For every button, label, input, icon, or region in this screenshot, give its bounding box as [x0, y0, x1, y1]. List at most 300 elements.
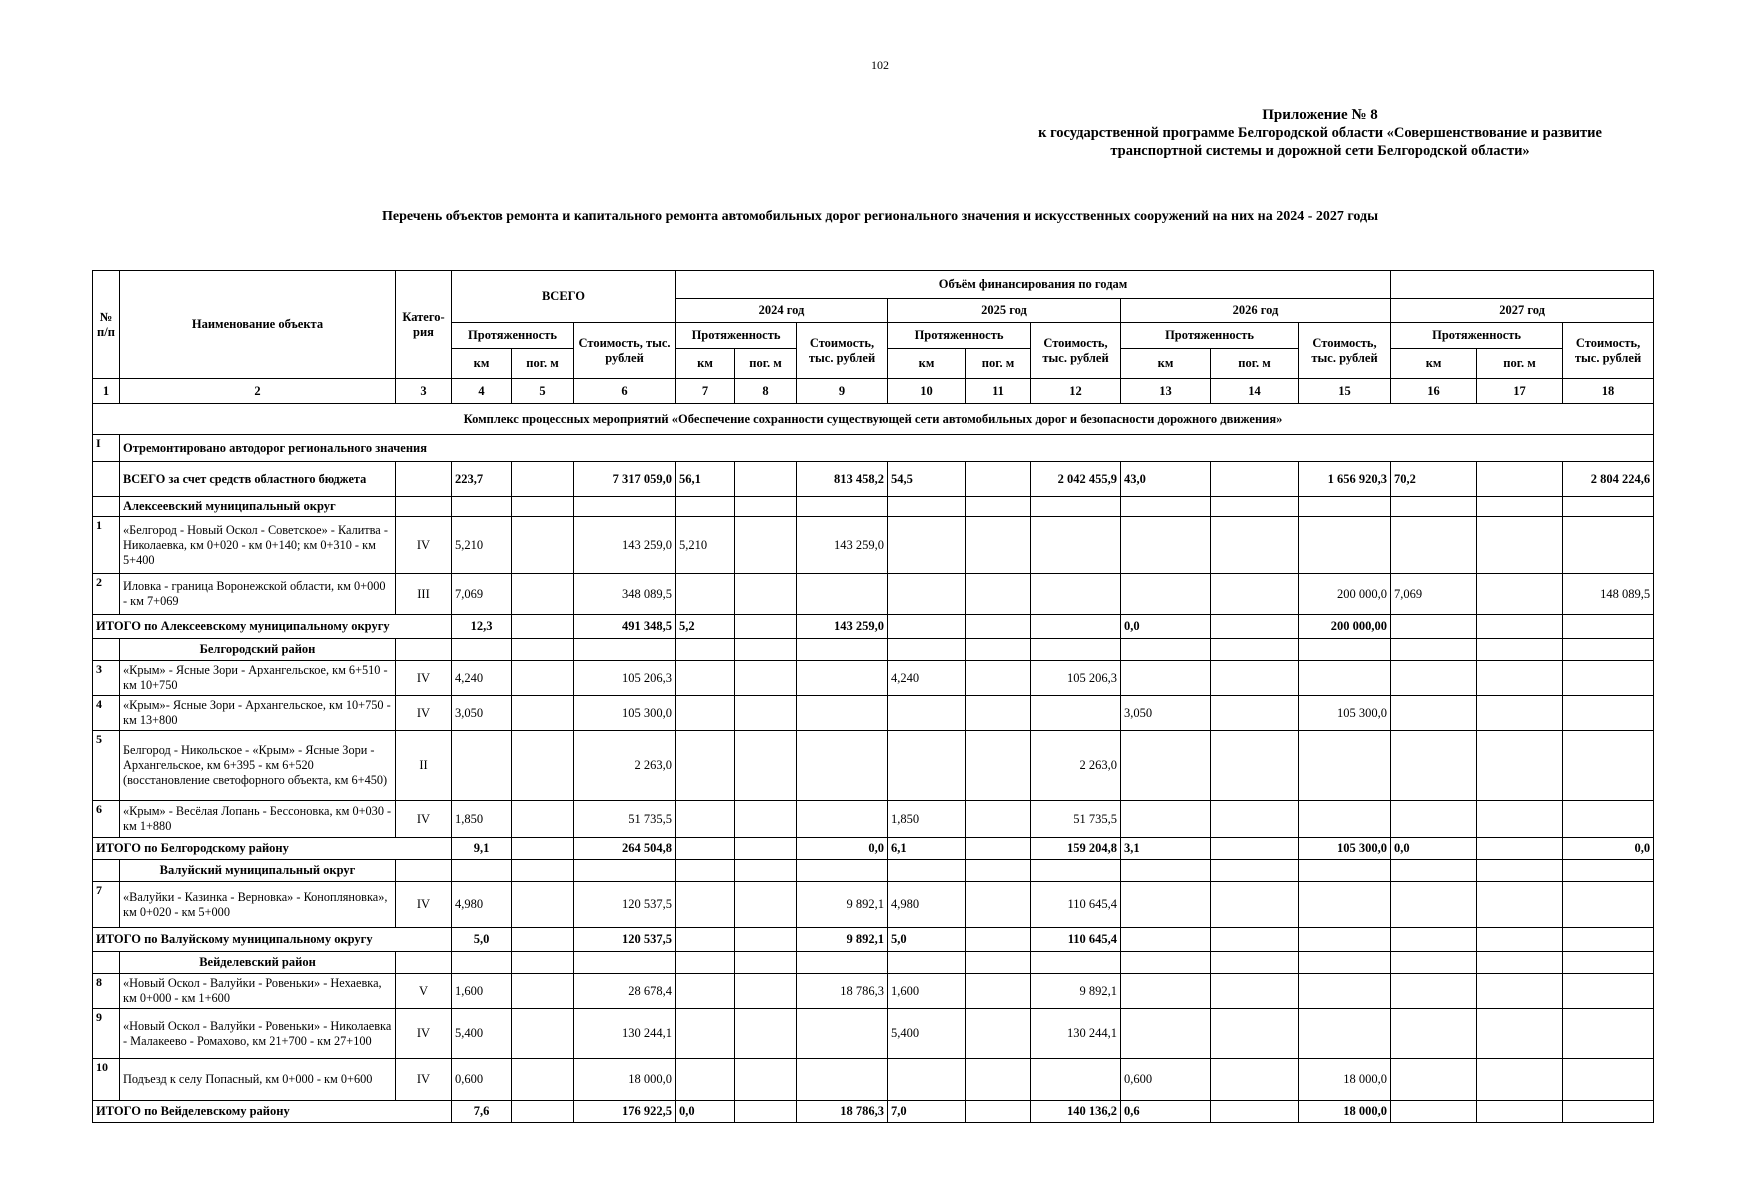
- grand-total-2024-cost: 813 458,2: [797, 462, 888, 497]
- header-cost: Стоимость, тыс. рублей: [1031, 323, 1121, 379]
- cell-empty: [1299, 860, 1391, 882]
- object-2024-cost: 143 259,0: [797, 517, 888, 574]
- object-name: Подъезд к селу Попасный, км 0+000 - км 0+600: [120, 1059, 396, 1101]
- subtotal-2025-km: [888, 615, 966, 639]
- object-2026-cost: [1299, 661, 1391, 696]
- appendix-header: [1000, 106, 1640, 160]
- cell-empty: [676, 497, 735, 517]
- header-pog-m: пог. м: [512, 349, 574, 379]
- section-i-row: [93, 435, 1654, 462]
- cell-empty: [512, 731, 574, 801]
- cell-empty: [93, 639, 120, 661]
- object-2026-cost: [1299, 1009, 1391, 1059]
- object-category: IV: [396, 801, 452, 838]
- cell-empty: [966, 882, 1031, 928]
- cell-empty: [735, 974, 797, 1009]
- object-2026-cost: [1299, 731, 1391, 801]
- subtotal-2024-km: [676, 928, 735, 952]
- header-pog-m: пог. м: [1477, 349, 1563, 379]
- object-2027-cost: 148 089,5: [1563, 574, 1654, 615]
- header-cost: Стоимость, тыс. рублей: [1299, 323, 1391, 379]
- object-2025-cost: 2 263,0: [1031, 731, 1121, 801]
- subtotal-2026-cost: 18 000,0: [1299, 1101, 1391, 1123]
- object-2024-cost: [797, 1059, 888, 1101]
- header-total: ВСЕГО: [452, 271, 676, 323]
- subtotal-2024-cost: 0,0: [797, 838, 888, 860]
- cell-empty: [1211, 661, 1299, 696]
- subtotal-2024-km: 5,2: [676, 615, 735, 639]
- cell-empty: [735, 462, 797, 497]
- cell-empty: [966, 574, 1031, 615]
- cell-empty: [966, 801, 1031, 838]
- column-number: 6: [574, 379, 676, 404]
- object-2026-km: 3,050: [1121, 696, 1211, 731]
- subtotal-km: 9,1: [452, 838, 512, 860]
- cell-empty: [1477, 661, 1563, 696]
- grand-total-km: 223,7: [452, 462, 512, 497]
- object-row: [93, 801, 1654, 838]
- cell-empty: [1477, 696, 1563, 731]
- object-2025-cost: [1031, 574, 1121, 615]
- header-length: Протяженность: [452, 323, 574, 349]
- subtotal-2024-cost: 143 259,0: [797, 615, 888, 639]
- cell-empty: [676, 639, 735, 661]
- column-number: 7: [676, 379, 735, 404]
- column-number: 3: [396, 379, 452, 404]
- cell-empty: [966, 860, 1031, 882]
- subtotal-2027-km: [1391, 615, 1477, 639]
- object-category: III: [396, 574, 452, 615]
- object-2027-cost: [1563, 1059, 1654, 1101]
- cell-empty: [966, 615, 1031, 639]
- cell-empty: [452, 952, 512, 974]
- appendix-line-1: к государственной программе Белгородской области «Совершенствование и развитие: [1038, 125, 1602, 141]
- header-year-2027: 2027 год: [1391, 299, 1654, 323]
- cell-empty: [512, 801, 574, 838]
- cell-empty: [512, 1101, 574, 1123]
- cell-empty: [1211, 462, 1299, 497]
- object-2027-km: [1391, 731, 1477, 801]
- cell-empty: [512, 462, 574, 497]
- object-2026-km: [1121, 882, 1211, 928]
- cell-empty: [735, 574, 797, 615]
- complex-row: [93, 404, 1654, 435]
- cell-empty: [512, 661, 574, 696]
- cell-empty: [966, 462, 1031, 497]
- object-2025-cost: [1031, 1059, 1121, 1101]
- subtotal-2024-cost: 18 786,3: [797, 1101, 888, 1123]
- district-name: Вейделевский район: [120, 952, 396, 974]
- subtotal-2026-cost: [1299, 928, 1391, 952]
- object-2026-km: [1121, 661, 1211, 696]
- object-2025-cost: 51 735,5: [1031, 801, 1121, 838]
- grand-total-2025-km: 54,5: [888, 462, 966, 497]
- object-name: «Новый Оскол - Валуйки - Ровеньки» - Нехаевка, км 0+000 - км 1+600: [120, 974, 396, 1009]
- object-2026-cost: [1299, 974, 1391, 1009]
- header-cost: Стоимость, тыс. рублей: [1563, 323, 1654, 379]
- cell-empty: [1211, 928, 1299, 952]
- subtotal-km: 12,3: [452, 615, 512, 639]
- column-number: 15: [1299, 379, 1391, 404]
- column-number: 2: [120, 379, 396, 404]
- cell-empty: [512, 882, 574, 928]
- column-number: 4: [452, 379, 512, 404]
- object-2027-km: 7,069: [1391, 574, 1477, 615]
- object-2026-km: [1121, 517, 1211, 574]
- subtotal-row: [93, 615, 1654, 639]
- cell-empty: [1211, 952, 1299, 974]
- object-number: 10: [93, 1059, 120, 1101]
- cell-empty: [396, 952, 452, 974]
- subtotal-2027-cost: 0,0: [1563, 838, 1654, 860]
- cell-empty: [1477, 574, 1563, 615]
- cell-empty: [1477, 497, 1563, 517]
- subtotal-2025-cost: 159 204,8: [1031, 838, 1121, 860]
- subtotal-label: ИТОГО по Валуйскому муниципальному округу: [93, 928, 452, 952]
- cell-empty: [1477, 974, 1563, 1009]
- subtotal-row: [93, 1101, 1654, 1123]
- object-row: [93, 731, 1654, 801]
- header-length: Протяженность: [1121, 323, 1299, 349]
- object-2025-km: 1,600: [888, 974, 966, 1009]
- cell-empty: [512, 497, 574, 517]
- cell-empty: [1121, 952, 1211, 974]
- header-category: Катего-рия: [396, 271, 452, 379]
- object-row: [93, 882, 1654, 928]
- cell-empty: [735, 860, 797, 882]
- object-2024-cost: [797, 731, 888, 801]
- object-km: 1,600: [452, 974, 512, 1009]
- subtotal-label: ИТОГО по Белгородскому району: [93, 838, 452, 860]
- object-cost: 105 300,0: [574, 696, 676, 731]
- cell-empty: [735, 696, 797, 731]
- object-2025-km: 4,240: [888, 661, 966, 696]
- objects-table: [92, 270, 1654, 1123]
- object-2025-km: [888, 574, 966, 615]
- object-2026-cost: 18 000,0: [1299, 1059, 1391, 1101]
- cell-empty: [1477, 1059, 1563, 1101]
- section-number: I: [93, 435, 120, 462]
- cell-empty: [966, 1059, 1031, 1101]
- cell-empty: [1563, 497, 1654, 517]
- cell-empty: [512, 928, 574, 952]
- cell-empty: [1211, 801, 1299, 838]
- object-2024-km: [676, 801, 735, 838]
- subtotal-2026-cost: 200 000,00: [1299, 615, 1391, 639]
- header-year-2025: 2025 год: [888, 299, 1121, 323]
- subtotal-cost: 120 537,5: [574, 928, 676, 952]
- cell-empty: [735, 952, 797, 974]
- cell-empty: [396, 860, 452, 882]
- object-2024-cost: 18 786,3: [797, 974, 888, 1009]
- object-name: «Белгород - Новый Оскол - Советское» - Калитва - Николаевка, км 0+020 - км 0+140; км 0+310 - км 5+400: [120, 517, 396, 574]
- cell-empty: [1299, 639, 1391, 661]
- cell-empty: [574, 497, 676, 517]
- object-2024-km: [676, 696, 735, 731]
- subtotal-2025-cost: 110 645,4: [1031, 928, 1121, 952]
- grand-total-2026-km: 43,0: [1121, 462, 1211, 497]
- column-number: 12: [1031, 379, 1121, 404]
- object-name: «Новый Оскол - Валуйки - Ровеньки» - Николаевка - Малакеево - Ромахово, км 21+700 - км 27+100: [120, 1009, 396, 1059]
- object-cost: 18 000,0: [574, 1059, 676, 1101]
- cell-empty: [396, 462, 452, 497]
- cell-empty: [1391, 497, 1477, 517]
- cell-empty: [1477, 882, 1563, 928]
- object-2027-km: [1391, 882, 1477, 928]
- cell-empty: [1211, 1009, 1299, 1059]
- cell-empty: [676, 860, 735, 882]
- subtotal-cost: 264 504,8: [574, 838, 676, 860]
- cell-empty: [966, 696, 1031, 731]
- object-name: «Крым» - Ясные Зори - Архангельское, км 6+510 - км 10+750: [120, 661, 396, 696]
- object-2027-cost: [1563, 517, 1654, 574]
- document-title: Перечень объектов ремонта и капитального ремонта автомобильных дорог регионального значения и искусственных сооружений на них на 2024 - 2027 годы: [381, 209, 1379, 224]
- cell-empty: [888, 952, 966, 974]
- cell-empty: [888, 639, 966, 661]
- header-pog-m: пог. м: [735, 349, 797, 379]
- subtotal-2025-km: 5,0: [888, 928, 966, 952]
- object-name: «Крым» - Весёлая Лопань - Бессоновка, км 0+030 - км 1+880: [120, 801, 396, 838]
- object-2027-km: [1391, 1009, 1477, 1059]
- header-km: км: [888, 349, 966, 379]
- cell-empty: [797, 639, 888, 661]
- object-2027-cost: [1563, 661, 1654, 696]
- header-pog-m: пог. м: [966, 349, 1031, 379]
- object-2026-cost: [1299, 801, 1391, 838]
- object-number: 4: [93, 696, 120, 731]
- header-financing: Объём финансирования по годам: [676, 271, 1391, 299]
- cell-empty: [966, 952, 1031, 974]
- cell-empty: [966, 639, 1031, 661]
- object-row: [93, 517, 1654, 574]
- column-number: 18: [1563, 379, 1654, 404]
- object-cost: 120 537,5: [574, 882, 676, 928]
- object-2024-cost: [797, 801, 888, 838]
- district-row: [93, 497, 1654, 517]
- subtotal-label: ИТОГО по Алексеевскому муниципальному округу: [93, 615, 452, 639]
- object-category: IV: [396, 882, 452, 928]
- object-2024-km: 5,210: [676, 517, 735, 574]
- header-km: км: [452, 349, 512, 379]
- subtotal-2027-cost: [1563, 1101, 1654, 1123]
- appendix-title: Приложение № 8: [1262, 107, 1378, 123]
- header-financing-blank: [1391, 271, 1654, 299]
- cell-empty: [1477, 615, 1563, 639]
- object-2026-km: [1121, 731, 1211, 801]
- object-km: 1,850: [452, 801, 512, 838]
- subtotal-2025-km: 7,0: [888, 1101, 966, 1123]
- header-km: км: [1391, 349, 1477, 379]
- cell-empty: [735, 928, 797, 952]
- cell-empty: [1121, 639, 1211, 661]
- cell-empty: [735, 615, 797, 639]
- cell-empty: [797, 952, 888, 974]
- cell-empty: [735, 1059, 797, 1101]
- column-number: 9: [797, 379, 888, 404]
- header-cost: Стоимость, тыс. рублей: [574, 323, 676, 379]
- object-2024-km: [676, 1059, 735, 1101]
- cell-empty: [797, 497, 888, 517]
- object-km: 3,050: [452, 696, 512, 731]
- object-2025-cost: 110 645,4: [1031, 882, 1121, 928]
- object-row: [93, 574, 1654, 615]
- header-name: Наименование объекта: [120, 271, 396, 379]
- district-row: [93, 952, 1654, 974]
- header-year-2026: 2026 год: [1121, 299, 1391, 323]
- object-row: [93, 661, 1654, 696]
- object-2025-km: 1,850: [888, 801, 966, 838]
- object-2027-km: [1391, 696, 1477, 731]
- cell-empty: [1563, 952, 1654, 974]
- object-2025-cost: [1031, 517, 1121, 574]
- cell-empty: [1391, 639, 1477, 661]
- object-number: 8: [93, 974, 120, 1009]
- object-number: 9: [93, 1009, 120, 1059]
- object-2024-km: [676, 1009, 735, 1059]
- cell-empty: [396, 639, 452, 661]
- cell-empty: [512, 974, 574, 1009]
- cell-empty: [1211, 1059, 1299, 1101]
- object-2025-km: [888, 731, 966, 801]
- header-cost: Стоимость, тыс. рублей: [797, 323, 888, 379]
- cell-empty: [1121, 497, 1211, 517]
- header-length: Протяженность: [1391, 323, 1563, 349]
- subtotal-2027-km: [1391, 928, 1477, 952]
- object-2026-km: [1121, 801, 1211, 838]
- object-2026-cost: 200 000,0: [1299, 574, 1391, 615]
- object-2026-km: [1121, 1009, 1211, 1059]
- cell-empty: [1031, 860, 1121, 882]
- cell-empty: [1211, 639, 1299, 661]
- cell-empty: [512, 517, 574, 574]
- object-category: II: [396, 731, 452, 801]
- grand-total-2024-km: 56,1: [676, 462, 735, 497]
- cell-empty: [93, 462, 120, 497]
- column-number: 13: [1121, 379, 1211, 404]
- cell-empty: [512, 615, 574, 639]
- cell-empty: [735, 1009, 797, 1059]
- cell-empty: [574, 952, 676, 974]
- object-number: 1: [93, 517, 120, 574]
- cell-empty: [574, 860, 676, 882]
- cell-empty: [512, 952, 574, 974]
- cell-empty: [966, 928, 1031, 952]
- object-km: 4,240: [452, 661, 512, 696]
- cell-empty: [512, 574, 574, 615]
- complex-title: Комплекс процессных мероприятий «Обеспечение сохранности существующей сети автомобильных дорог и безопасности дорожного движения»: [93, 404, 1654, 435]
- subtotal-2024-km: [676, 838, 735, 860]
- object-2024-cost: [797, 661, 888, 696]
- cell-empty: [1031, 639, 1121, 661]
- cell-empty: [735, 1101, 797, 1123]
- object-2027-cost: [1563, 696, 1654, 731]
- object-2025-km: [888, 1059, 966, 1101]
- object-category: IV: [396, 1059, 452, 1101]
- object-category: IV: [396, 1009, 452, 1059]
- object-name: «Валуйки - Казинка - Верновка» - Конопляновка», км 0+020 - км 5+000: [120, 882, 396, 928]
- cell-empty: [512, 1009, 574, 1059]
- object-2024-km: [676, 974, 735, 1009]
- cell-empty: [1391, 860, 1477, 882]
- object-2026-cost: [1299, 517, 1391, 574]
- cell-empty: [1299, 497, 1391, 517]
- object-category: IV: [396, 661, 452, 696]
- cell-empty: [396, 497, 452, 517]
- cell-empty: [1477, 952, 1563, 974]
- object-cost: 130 244,1: [574, 1009, 676, 1059]
- cell-empty: [797, 860, 888, 882]
- cell-empty: [1477, 731, 1563, 801]
- subtotal-2025-cost: [1031, 615, 1121, 639]
- cell-empty: [452, 860, 512, 882]
- cell-empty: [1211, 731, 1299, 801]
- object-row: [93, 696, 1654, 731]
- object-2025-cost: [1031, 696, 1121, 731]
- subtotal-2027-km: [1391, 1101, 1477, 1123]
- object-2027-cost: [1563, 882, 1654, 928]
- cell-empty: [735, 517, 797, 574]
- cell-empty: [512, 860, 574, 882]
- object-2025-cost: 105 206,3: [1031, 661, 1121, 696]
- object-2026-cost: [1299, 882, 1391, 928]
- object-row: [93, 1059, 1654, 1101]
- object-cost: 105 206,3: [574, 661, 676, 696]
- object-number: 6: [93, 801, 120, 838]
- header-row-1: [93, 271, 1654, 299]
- grand-total-2027-km: 70,2: [1391, 462, 1477, 497]
- subtotal-2027-cost: [1563, 928, 1654, 952]
- object-name: «Крым»- Ясные Зори - Архангельское, км 10+750 - км 13+800: [120, 696, 396, 731]
- object-2025-km: 5,400: [888, 1009, 966, 1059]
- object-2024-cost: [797, 1009, 888, 1059]
- object-km: 7,069: [452, 574, 512, 615]
- cell-empty: [1211, 838, 1299, 860]
- grand-total-2027-cost: 2 804 224,6: [1563, 462, 1654, 497]
- cell-empty: [735, 801, 797, 838]
- object-km: 5,210: [452, 517, 512, 574]
- cell-empty: [966, 517, 1031, 574]
- cell-empty: [966, 731, 1031, 801]
- column-numbers-row: [93, 379, 1654, 404]
- object-2026-cost: 105 300,0: [1299, 696, 1391, 731]
- cell-empty: [735, 661, 797, 696]
- subtotal-cost: 176 922,5: [574, 1101, 676, 1123]
- cell-empty: [1477, 1009, 1563, 1059]
- cell-empty: [1477, 639, 1563, 661]
- object-row: [93, 1009, 1654, 1059]
- cell-empty: [735, 838, 797, 860]
- cell-empty: [1477, 928, 1563, 952]
- cell-empty: [1391, 952, 1477, 974]
- object-2027-km: [1391, 974, 1477, 1009]
- object-km: [452, 731, 512, 801]
- object-2024-km: [676, 731, 735, 801]
- grand-total-label: ВСЕГО за счет средств областного бюджета: [120, 462, 396, 497]
- cell-empty: [93, 860, 120, 882]
- cell-empty: [1477, 462, 1563, 497]
- cell-empty: [1211, 696, 1299, 731]
- cell-empty: [1477, 838, 1563, 860]
- subtotal-row: [93, 928, 1654, 952]
- subtotal-2024-km: 0,0: [676, 1101, 735, 1123]
- object-cost: 348 089,5: [574, 574, 676, 615]
- column-number: 8: [735, 379, 797, 404]
- subtotal-km: 5,0: [452, 928, 512, 952]
- object-2027-km: [1391, 1059, 1477, 1101]
- column-number: 16: [1391, 379, 1477, 404]
- object-2025-km: 4,980: [888, 882, 966, 928]
- cell-empty: [1211, 517, 1299, 574]
